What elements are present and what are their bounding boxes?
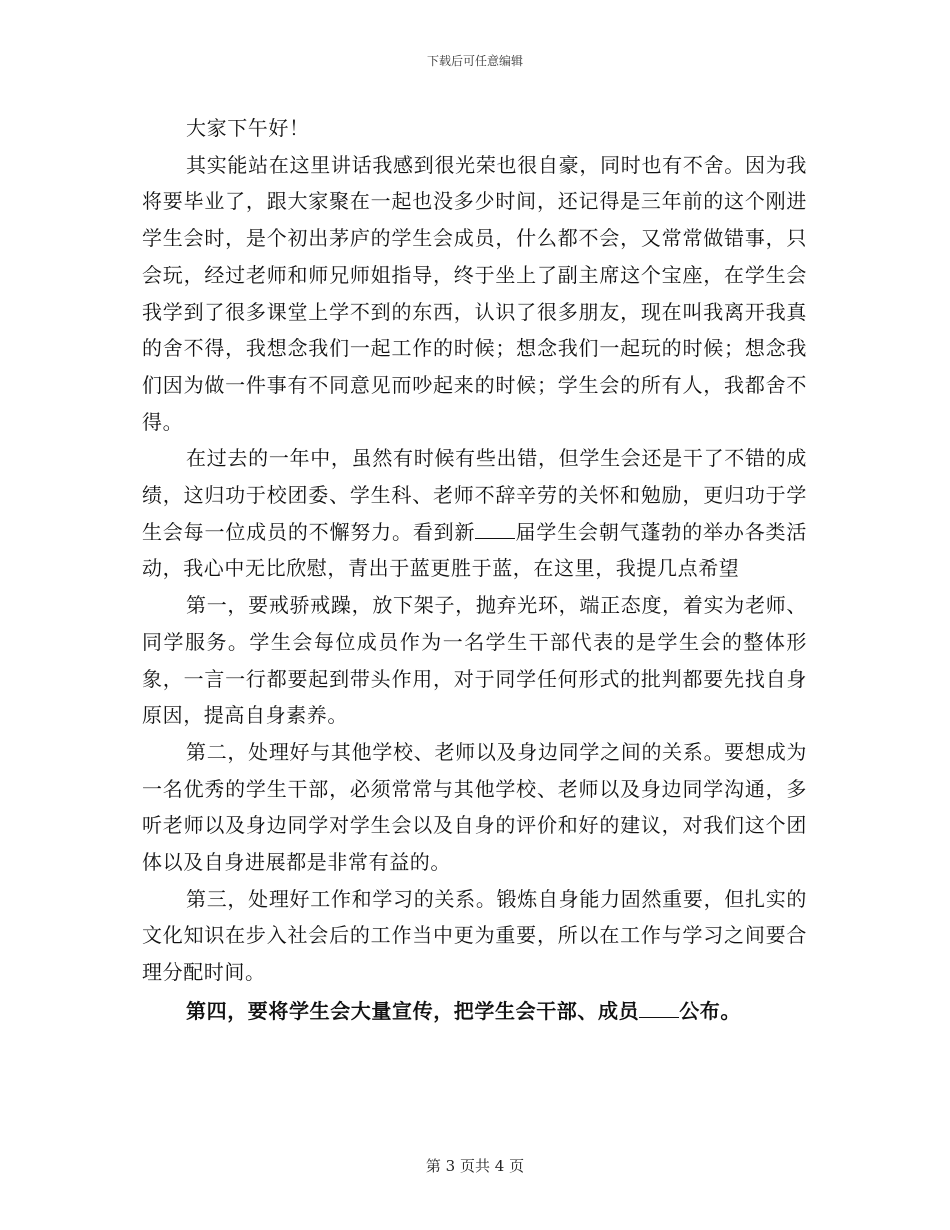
paragraph-farewell (142, 147, 807, 441)
paragraph-text: 届学生会朝气蓬勃的举办各类活动，我心中无比欣慰，青出于蓝更胜于蓝，在这里，我提几点希望 (142, 519, 807, 581)
greeting: 大家下午好！ (186, 116, 310, 140)
paragraph-point-three (142, 881, 807, 991)
paragraph-text: 在过去的一年中，虽然有时候有些出错，但学生会还是干了不错的成绩，这归功于校团委、学生科、老师不辞辛劳的关怀和勉励，更归功于学生会每一位成员的不懈努力。看到新 (142, 446, 807, 544)
paragraph-text: 第三，处理好工作和学习的关系。锻炼自身能力固然重要，但扎实的文化知识在步入社会后的工作当中更为重要，所以在工作与学习之间要合理分配时间。 (142, 886, 807, 985)
paragraph-text: 第一，要戒骄戒躁，放下架子，抛弃光环，端正态度，着实为老师、同学服务。学生会每位成员作为一名学生干部代表的是学生会的整体形象，一言一行都要起到带头作用，对于同学任何形式的批判都要先找自身原因，提高自身素养。 (142, 593, 807, 728)
paragraph-text: 公布。 (679, 998, 742, 1023)
paragraph-point-two (142, 734, 807, 881)
paragraph-text: 第四，要将学生会大量宣传，把学生会干部、成员 (186, 998, 640, 1023)
paragraph-point-one (142, 587, 807, 734)
fill-in-blank (639, 999, 679, 1018)
page-number-footer: 第 3 页共 4 页 (425, 1157, 525, 1175)
paragraph-point-four (142, 993, 807, 1030)
page-header: 下载后可任意编辑 (426, 54, 523, 68)
fill-in-blank (475, 520, 515, 539)
document-body (142, 110, 807, 1030)
paragraph-achievements (142, 440, 807, 587)
paragraph-text: 第二，处理好与其他学校、老师以及身边同学之间的关系。要想成为一名优秀的学生干部，必须常常与其他学校、老师以及身边同学沟通，多听老师以及身边同学对学生会以及自身的评价和好的建议，对我们这个团体以及自身进展都是非常有益的。 (142, 739, 807, 875)
paragraph-text: 其实能站在这里讲话我感到很光荣也很自豪，同时也有不舍。因为我将要毕业了，跟大家聚在一起也没多少时间，还记得是三年前的这个刚进学生会时，是个初出茅庐的学生会成员，什么都不会，又常常做错事，只会玩，经过老师和师兄师姐指导，终于坐上了副主席这个宝座，在学生会我学到了很多课堂上学不到的东西，认识了很多朋友，现在叫我离开我真的舍不得，我想念我们一起工作的时候；想念我们一起玩的时候；想念我们因为做一件事有不同意见而吵起来的时候；学生会的所有人，我都舍不得。 (142, 152, 807, 434)
